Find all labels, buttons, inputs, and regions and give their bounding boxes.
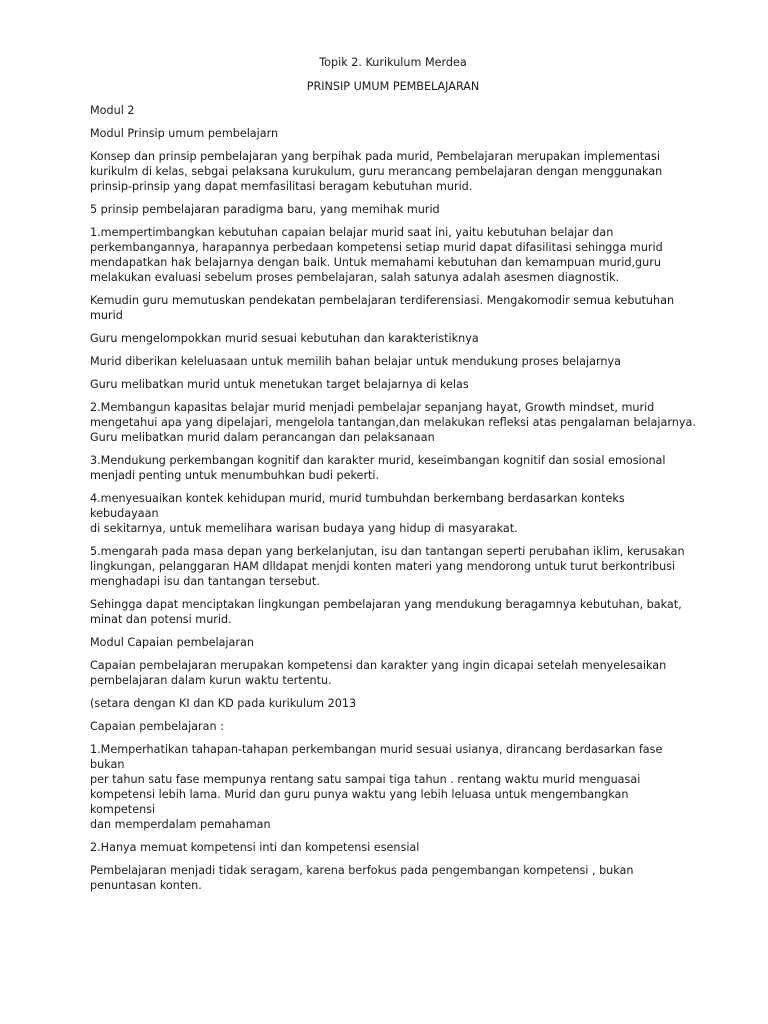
paragraph: Modul Capaian pembelajaran	[90, 636, 254, 649]
paragraph: (setara dengan KI dan KD pada kurikulum 2013	[90, 697, 357, 710]
paragraph: Modul 2	[90, 104, 135, 117]
paragraph: 2.Membangun kapasitas belajar murid menjadi pembelajar sepanjang hayat, Growth mindset, murid mengetahui apa yang dipelajari, mengelola tantangan,dan melakukan refleksi atas pengalaman belajarnya. Guru melibatkan murid dalam perancangan dan pelaksanaan	[90, 401, 696, 444]
paragraph: Capaian pembelajaran :	[90, 720, 224, 733]
document-title: Topik 2. Kurikulum Merdea	[319, 56, 467, 69]
paragraph: Pembelajaran menjadi tidak seragam, karena berfokus pada pengembangan kompetensi , bukan penuntasan konten.	[90, 864, 634, 892]
paragraph: 5.mengarah pada masa depan yang berkelanjutan, isu dan tantangan seperti perubahan iklim, kerusakan lingkungan, pelanggaran HAM dlldapat menjdi konten materi yang mendorong untuk turut berkontribusi menghadapi isu dan tantangan tersebut.	[90, 545, 685, 588]
paragraph: 1.Memperhatikan tahapan-tahapan perkembangan murid sesuai usianya, dirancang berdasarkan fase bukan per tahun satu fase mempunya rentang satu sampai tiga tahun . rentang waktu murid menguasai kompetensi lebih lama. Murid dan guru punya waktu yang lebih leluasa untuk mengembangkan kompetensi dan memperdalam pemahaman	[90, 743, 663, 831]
paragraph: Guru mengelompokkan murid sesuai kebutuhan dan karakteristiknya	[90, 332, 479, 345]
paragraph: 4.menyesuaikan kontek kehidupan murid, murid tumbuhdan berkembang berdasarkan konteks kebudayaan di sekitarnya, untuk memelihara warisan budaya yang hidup di masyarakat.	[90, 492, 625, 535]
paragraph: 2.Hanya memuat kompetensi inti dan kompetensi esensial	[90, 841, 420, 854]
paragraph: 1.mempertimbangkan kebutuhan capaian belajar murid saat ini, yaitu kebutuhan belajar dan perkembangannya, harapannya perbedaan kompetensi setiap murid dapat difasilitasi sehingga murid mendapatkan hak belajarnya dengan baik. Untuk memahami kebutuhan dan kemampuan murid,guru melakukan evaluasi sebelum proses pembelajaran, salah satunya adalah asesmen diagnostik.	[90, 226, 663, 284]
paragraph: 5 prinsip pembelajaran paradigma baru, yang memihak murid	[90, 203, 440, 216]
paragraph: Modul Prinsip umum pembelajarn	[90, 127, 279, 140]
paragraph: Konsep dan prinsip pembelajaran yang berpihak pada murid, Pembelajaran merupakan implementasi kurikulm di kelas, sebgai pelaksana kurukulum, guru merancang pembelajaran dengan menggunakan prinsip-prinsip yang dapat memfasilitasi beragam kebutuhan murid.	[90, 150, 663, 193]
document-body	[90, 103, 696, 893]
paragraph: Murid diberikan keleluasaan untuk memilih bahan belajar untuk mendukung proses belajarnya	[90, 355, 621, 368]
paragraph: Guru melibatkan murid untuk menetukan target belajarnya di kelas	[90, 378, 469, 391]
paragraph: Kemudin guru memutuskan pendekatan pembelajaran terdiferensiasi. Mengakomodir semua kebutuhan murid	[90, 294, 675, 322]
paragraph: Sehingga dapat menciptakan lingkungan pembelajaran yang mendukung beragamnya kebutuhan, bakat, minat dan potensi murid.	[90, 598, 682, 626]
paragraph: 3.Mendukung perkembangan kognitif dan karakter murid, keseimbangan kognitif dan sosial emosional menjadi penting untuk menumbuhkan budi pekerti.	[90, 454, 666, 482]
paragraph: Capaian pembelajaran merupakan kompetensi dan karakter yang ingin dicapai setelah menyelesaikan pembelajaran dalam kurun waktu tertentu.	[90, 659, 667, 687]
document-heading: PRINSIP UMUM PEMBELAJARAN	[306, 80, 480, 93]
